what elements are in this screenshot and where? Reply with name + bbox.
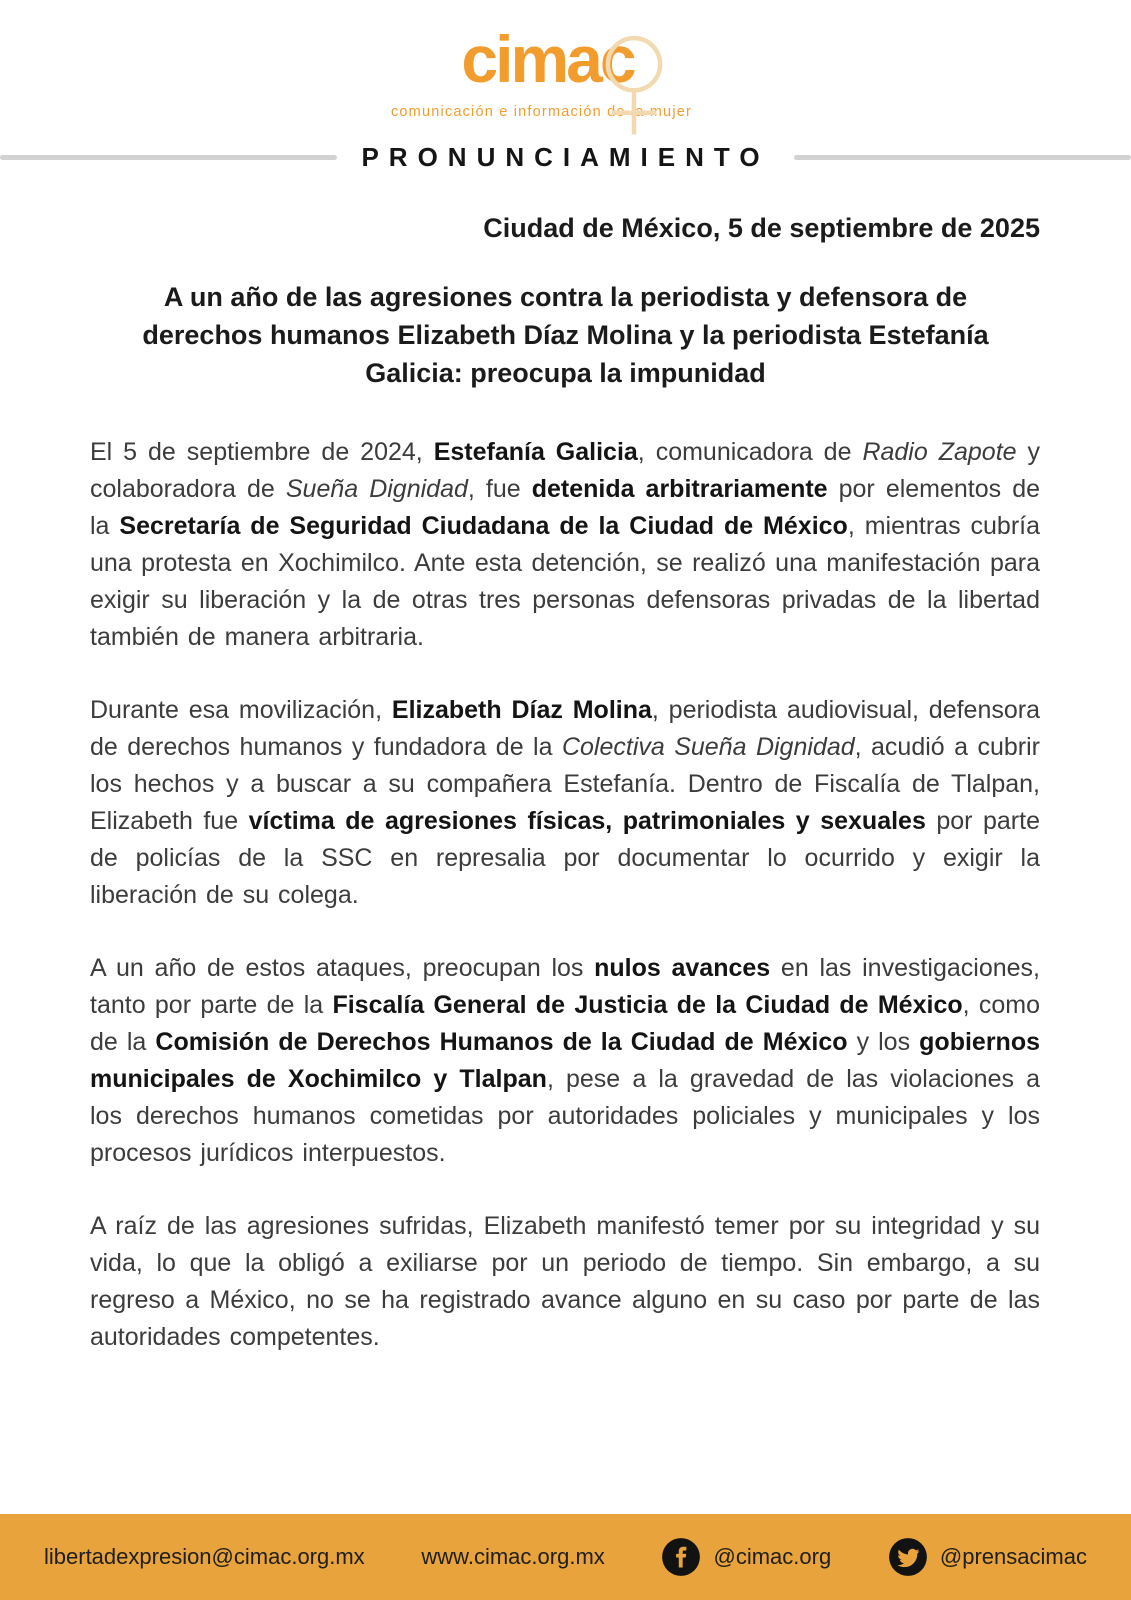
female-symbol-icon — [598, 30, 670, 102]
italic-text: Radio Zapote — [862, 438, 1017, 466]
paragraph — [90, 950, 1040, 1172]
facebook-icon — [661, 1537, 701, 1577]
italic-text: Colectiva Sueña Dignidad — [561, 733, 855, 761]
emphasis-text: víctima de agresiones físicas, patrimoniales y sexuales — [248, 807, 926, 835]
body-text: en las investigaciones, tanto por parte de la — [90, 954, 1040, 1019]
paragraph — [90, 1208, 1040, 1356]
document-body — [0, 392, 1131, 1356]
emphasis-text: Elizabeth Díaz Molina — [391, 696, 652, 724]
facebook-handle: @cimac.org — [713, 1544, 832, 1569]
paragraph — [90, 434, 1040, 656]
document-header — [0, 0, 1131, 392]
emphasis-text: Secretaría de Seguridad Ciudadana de la Ciudad de México — [119, 512, 848, 540]
body-text: Durante esa movilización, — [90, 696, 392, 724]
body-text: , acudió a cubrir los hechos y a buscar a su compañera Estefanía. Dentro de Fiscalía de Tlalpan, Elizabeth fue — [90, 733, 1040, 835]
logo-tagline: comunicación e información de la mujer — [390, 104, 693, 120]
body-text: El 5 de septiembre de 2024, — [90, 438, 434, 466]
footer-twitter — [888, 1537, 1087, 1577]
body-text: , fue — [467, 475, 532, 503]
twitter-handle: @prensacimac — [939, 1544, 1087, 1569]
twitter-icon — [888, 1537, 928, 1577]
cimac-logo — [0, 0, 1131, 120]
kicker-band — [0, 142, 1131, 173]
kicker-title: PRONUNCIAMIENTO — [361, 142, 770, 172]
body-text: A un año de estos ataques, preocupan los — [90, 954, 595, 982]
emphasis-text: detenida arbitrariamente — [531, 475, 828, 503]
body-text: , mientras cubría una protesta en Xochimilco. Ante esta detención, se realizó una manifestación para exigir su liberación y la de otras tres personas defensoras privadas de la libertad también de manera arbitraria. — [90, 512, 1041, 651]
emphasis-text: Comisión de Derechos Humanos de la Ciudad de México — [155, 1028, 848, 1056]
body-text: por parte de policías de la SSC en represalia por documentar lo ocurrido y exigir la liberación de su colega. — [90, 807, 1040, 909]
paragraph — [90, 692, 1040, 914]
emphasis-text: gobiernos municipales de Xochimilco y Tlalpan — [90, 1028, 1040, 1093]
emphasis-text: nulos avances — [594, 954, 771, 982]
footer-email: libertadexpresion@cimac.org.mx — [44, 1544, 365, 1569]
document-title: A un año de las agresiones contra la periodista y defensora de derechos humanos Elizabeth Díaz Molina y la periodista Estefanía Galicia: preocupa la impunidad — [142, 282, 989, 388]
logo-row — [461, 16, 669, 102]
body-text: y los — [847, 1028, 920, 1056]
footer-facebook — [661, 1537, 831, 1577]
emphasis-text: Estefanía Galicia — [433, 438, 638, 466]
dateline: Ciudad de México, 5 de septiembre de 2025 — [483, 213, 1040, 243]
body-text: , como de la — [90, 991, 1041, 1056]
emphasis-text: Fiscalía General de Justicia de la Ciudad de México — [332, 991, 963, 1019]
body-text: , comunicadora de — [637, 438, 863, 466]
body-text: , pese a la gravedad de las violaciones a los derechos humanos cometidas por autoridades policiales y municipales y los procesos jurídicos interpuestos. — [90, 1065, 1041, 1167]
brand-wordmark: cimac — [461, 22, 634, 96]
body-text: A raíz de las agresiones sufridas, Elizabeth manifestó temer por su integridad y su vida, lo que la obligó a exiliarse por un periodo de tiempo. Sin embargo, a su regreso a México, no se ha registrado avance alguno en su caso por parte de las autoridades competentes. — [90, 1212, 1040, 1351]
footer-bar — [0, 1514, 1131, 1600]
right-rule — [794, 155, 1131, 160]
body-text: y colaboradora de — [90, 438, 1040, 503]
body-text: , periodista audiovisual, defensora de derechos humanos y fundadora de la — [90, 696, 1040, 761]
footer-website: www.cimac.org.mx — [421, 1544, 605, 1569]
left-rule — [0, 155, 337, 160]
italic-text: Sueña Dignidad — [285, 475, 468, 503]
body-text: por elementos de la — [90, 475, 1041, 540]
